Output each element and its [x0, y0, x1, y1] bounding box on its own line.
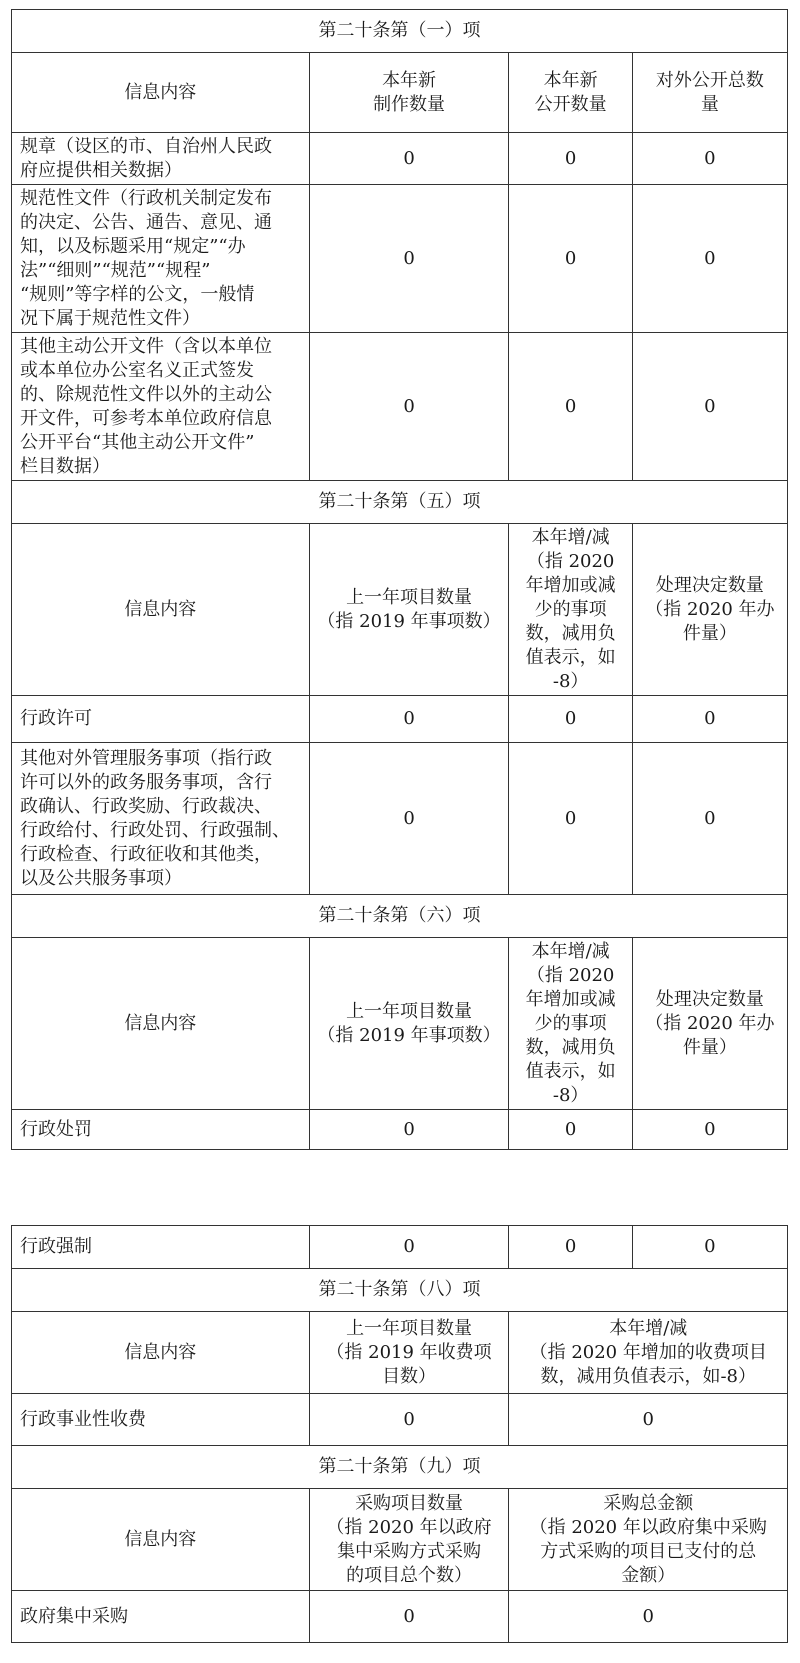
header-total-public: 对外公开总数 量 — [632, 53, 787, 133]
header-procurement-amount: 采购总金额 （指 2020 年以政府集中采购 方式采购的项目已支付的总 金额） — [509, 1489, 788, 1591]
cell-value: 0 — [632, 333, 787, 481]
section-title: 第二十条第（六）项 — [12, 895, 788, 938]
table-row — [12, 185, 788, 333]
cell-value: 0 — [509, 1394, 788, 1446]
disclosure-table-part1 — [11, 9, 788, 1150]
table-row — [12, 1394, 788, 1446]
row-label: 其他主动公开文件（含以本单位 或本单位办公室名义正式签发 的、除规范性文件以外的主动公 开文件，可参考本单位政府信息 公开平台“其他主动公开文件” 栏目数据） — [12, 333, 310, 481]
header-last-year-count: 上一年项目数量 （指 2019 年事项数） — [309, 524, 509, 696]
cell-value: 0 — [309, 1394, 509, 1446]
section-title: 第二十条第（五）项 — [12, 481, 788, 524]
header-info-content: 信息内容 — [12, 1312, 310, 1394]
cell-value: 0 — [309, 743, 509, 895]
section-title: 第二十条第（九）项 — [12, 1446, 788, 1489]
header-info-content: 信息内容 — [12, 53, 310, 133]
cell-value: 0 — [632, 185, 787, 333]
row-label: 行政事业性收费 — [12, 1394, 310, 1446]
section-title: 第二十条第（一）项 — [12, 10, 788, 53]
table-row — [12, 133, 788, 185]
header-info-content: 信息内容 — [12, 938, 310, 1110]
cell-value: 0 — [509, 133, 632, 185]
cell-value: 0 — [309, 696, 509, 743]
row-label: 政府集中采购 — [12, 1591, 310, 1643]
cell-value: 0 — [509, 333, 632, 481]
cell-value: 0 — [632, 1226, 787, 1269]
cell-value: 0 — [509, 1110, 632, 1150]
header-last-year-count: 上一年项目数量 （指 2019 年事项数） — [309, 938, 509, 1110]
header-info-content: 信息内容 — [12, 1489, 310, 1591]
cell-value: 0 — [632, 696, 787, 743]
cell-value: 0 — [309, 1226, 509, 1269]
cell-value: 0 — [309, 1591, 509, 1643]
cell-value: 0 — [309, 333, 509, 481]
table-header-row — [12, 938, 788, 1110]
cell-value: 0 — [632, 1110, 787, 1150]
row-label: 规范性文件（行政机关制定发布 的决定、公告、通告、意见、通 知，以及标题采用“规定”“办 法”“细则”“规范”“规程” “规则”等字样的公文，一般情 况下属于规范性文件） — [12, 185, 310, 333]
header-increase-decrease: 本年增/减 （指 2020 年增加或减 少的事项 数，减用负 值表示，如 -8） — [509, 524, 632, 696]
cell-value: 0 — [509, 743, 632, 895]
row-label: 行政许可 — [12, 696, 310, 743]
table-row — [12, 1591, 788, 1643]
header-decision-count: 处理决定数量 （指 2020 年办 件量） — [632, 938, 787, 1110]
cell-value: 0 — [632, 743, 787, 895]
table-row — [12, 333, 788, 481]
section-title: 第二十条第（八）项 — [12, 1269, 788, 1312]
header-increase-decrease: 本年增/减 （指 2020 年增加或减 少的事项 数，减用负 值表示，如 -8） — [509, 938, 632, 1110]
table-header-row — [12, 1312, 788, 1394]
header-last-year-fee-count: 上一年项目数量 （指 2019 年收费项 目数） — [309, 1312, 509, 1394]
cell-value: 0 — [309, 1110, 509, 1150]
header-info-content: 信息内容 — [12, 524, 310, 696]
cell-value: 0 — [509, 1591, 788, 1643]
row-label: 其他对外管理服务事项（指行政 许可以外的政务服务事项，含行 政确认、行政奖励、行政裁决、 行政给付、行政处罚、行政强制、 行政检查、行政征收和其他类， 以及公共服务事项） — [12, 743, 310, 895]
table-header-row — [12, 53, 788, 133]
cell-value: 0 — [509, 696, 632, 743]
row-label: 行政强制 — [12, 1226, 310, 1269]
cell-value: 0 — [509, 1226, 632, 1269]
table-row — [12, 1226, 788, 1269]
table-row — [12, 696, 788, 743]
disclosure-table-part2 — [11, 1225, 788, 1643]
header-new-made: 本年新 制作数量 — [309, 53, 509, 133]
header-procurement-count: 采购项目数量 （指 2020 年以政府 集中采购方式采购 的项目总个数） — [309, 1489, 509, 1591]
cell-value: 0 — [309, 133, 509, 185]
table-row — [12, 1110, 788, 1150]
cell-value: 0 — [309, 185, 509, 333]
cell-value: 0 — [509, 185, 632, 333]
table-header-row — [12, 524, 788, 696]
table-header-row — [12, 1489, 788, 1591]
header-new-published: 本年新 公开数量 — [509, 53, 632, 133]
row-label: 行政处罚 — [12, 1110, 310, 1150]
cell-value: 0 — [632, 133, 787, 185]
header-decision-count: 处理决定数量 （指 2020 年办 件量） — [632, 524, 787, 696]
row-label: 规章（设区的市、自治州人民政 府应提供相关数据） — [12, 133, 310, 185]
table-row — [12, 743, 788, 895]
header-fee-increase-decrease: 本年增/减 （指 2020 年增加的收费项目 数，减用负值表示，如-8） — [509, 1312, 788, 1394]
